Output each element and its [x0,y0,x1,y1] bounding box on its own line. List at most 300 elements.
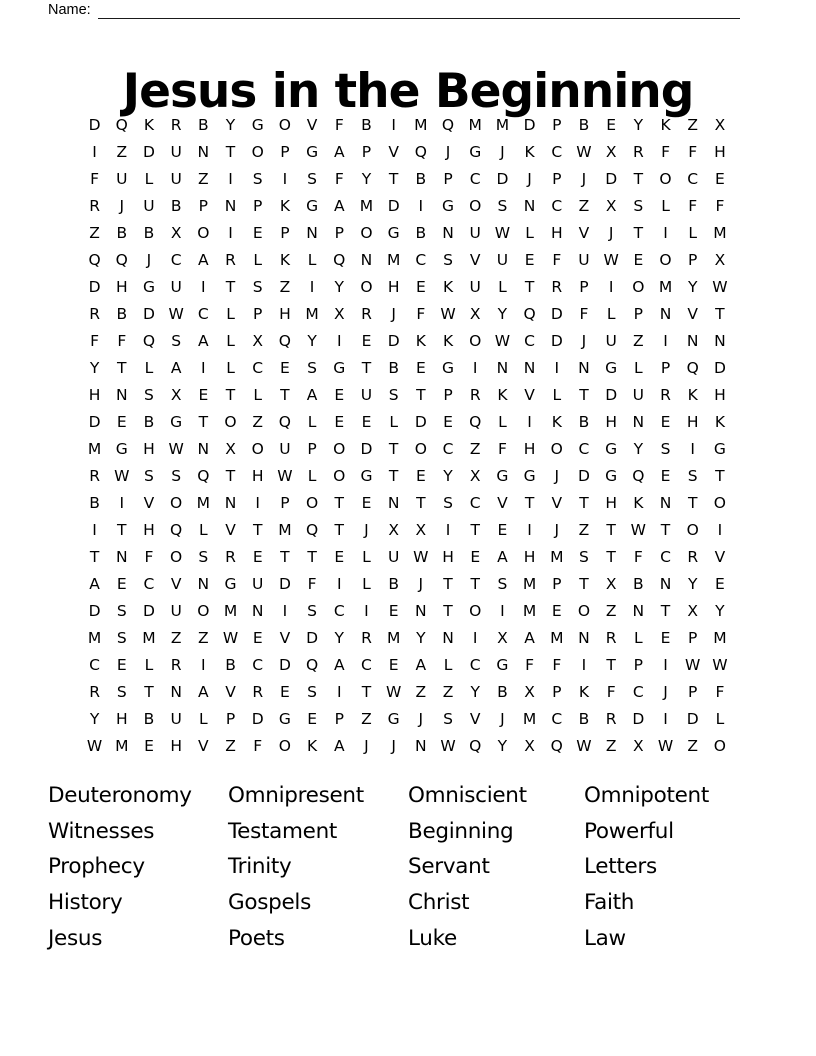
grid-cell: U [496,250,509,269]
grid-cell: F [90,169,100,188]
grid-cell: A [89,574,100,593]
grid-cell: C [660,547,671,566]
grid-cell: O [278,736,291,755]
grid-cell: G [142,277,155,296]
grid-cell: O [414,439,427,458]
grid-cell: S [633,196,644,215]
grid-cell: R [170,655,182,674]
grid-cell: O [469,196,482,215]
grid-cell: X [605,574,617,593]
grid-cell: M [115,736,129,755]
grid-cell: H [605,493,617,512]
grid-cell: I [201,655,206,674]
grid-cell: Q [414,142,427,161]
grid-cell: I [336,331,342,350]
grid-cell: T [280,385,290,404]
grid-cell: L [253,385,263,404]
grid-cell: X [388,520,399,539]
grid-cell: W [385,682,402,701]
grid-cell: P [198,196,209,215]
grid-cell: Y [633,115,644,134]
grid-cell: E [660,628,671,647]
grid-cell: O [197,601,210,620]
grid-cell: O [251,142,264,161]
grid-cell: G [442,196,455,215]
grid-cell: G [306,142,319,161]
grid-cell: T [117,358,127,377]
grid-cell: L [226,304,235,323]
grid-cell: Z [687,115,699,134]
grid-cell: Q [333,250,346,269]
grid-cell: C [687,169,699,188]
grid-cell: J [391,304,396,323]
grid-cell: G [170,412,183,431]
grid-cell: P [334,223,344,242]
grid-cell: I [92,142,97,161]
grid-cell: Z [442,682,454,701]
grid-cell: J [554,520,560,539]
grid-cell: E [551,601,562,620]
grid-cell: V [279,628,291,647]
grid-cell: J [418,574,424,593]
grid-cell: M [223,601,238,620]
grid-cell: X [469,304,481,323]
grid-cell: A [170,358,182,377]
grid-cell: D [306,628,319,647]
grid-cell: F [117,331,127,350]
grid-cell: T [470,520,480,539]
grid-cell: E [361,412,372,431]
grid-cell: D [143,304,155,323]
grid-cell: V [524,385,535,404]
grid-cell: M [658,277,673,296]
grid-cell: Y [497,736,508,755]
grid-cell: N [387,493,400,512]
grid-cell: T [361,682,372,701]
grid-cell: W [685,655,701,674]
grid-cell: D [88,601,101,620]
grid-cell: R [361,628,372,647]
grid-cell: S [144,385,154,404]
grid-cell: Q [686,358,699,377]
grid-cell: J [500,709,505,728]
grid-cell: E [470,547,481,566]
grid-cell: Q [550,736,563,755]
grid-cell: D [713,358,726,377]
grid-cell: U [632,385,645,404]
grid-cell: D [578,466,590,485]
grid-cell: U [252,574,264,593]
grid-cell: N [714,331,726,350]
grid-cell: V [143,493,155,512]
grid-cell: X [225,439,236,458]
grid-cell: O [550,439,563,458]
grid-cell: L [661,196,670,215]
grid-cell: H [523,547,536,566]
grid-cell: O [197,223,210,242]
grid-cell: B [89,493,100,512]
grid-cell: J [418,709,424,728]
grid-cell: G [605,466,618,485]
grid-cell: C [252,358,264,377]
grid-cell: S [116,601,127,620]
grid-cell: L [362,574,371,593]
grid-cell: Q [441,115,455,134]
grid-cell: D [686,709,699,728]
grid-cell: E [443,412,453,431]
grid-cell: C [415,250,427,269]
grid-cell: P [253,304,263,323]
grid-cell: J [608,223,614,242]
grid-cell: E [524,250,535,269]
grid-cell: V [225,520,236,539]
word-list-item: Poets [228,925,285,951]
grid-cell: S [171,466,182,485]
grid-cell: P [552,574,562,593]
grid-cell: K [442,331,454,350]
grid-cell: I [527,412,532,431]
grid-cell: T [225,385,236,404]
grid-cell: D [88,412,101,431]
grid-cell: N [442,223,454,242]
grid-cell: L [307,466,317,485]
grid-cell: Q [523,304,536,323]
grid-cell: J [554,466,560,485]
grid-cell: A [333,655,345,674]
grid-cell: U [279,439,291,458]
grid-cell: X [415,520,427,539]
grid-cell: P [688,250,698,269]
grid-cell: L [307,412,317,431]
grid-cell: Y [715,601,725,620]
grid-cell: I [92,520,97,539]
grid-cell: C [469,493,481,512]
grid-cell: M [468,115,482,134]
grid-cell: O [305,493,319,512]
grid-cell: I [201,277,206,296]
grid-cell: J [119,196,125,215]
grid-cell: Q [469,412,482,431]
word-list-column [408,778,584,957]
grid-cell: S [116,628,127,647]
grid-cell: Q [632,466,645,485]
grid-cell: Z [578,520,590,539]
grid-cell: F [307,574,317,593]
grid-cell: N [496,358,509,377]
grid-cell: E [660,412,671,431]
grid-cell: H [605,412,617,431]
grid-cell: F [606,682,616,701]
grid-cell: E [144,736,154,755]
grid-cell: T [416,385,426,404]
grid-cell: J [581,331,587,350]
grid-cell: V [578,223,590,242]
grid-cell: Y [470,682,480,701]
grid-cell: D [632,709,645,728]
grid-cell: B [170,196,182,215]
grid-cell: P [688,682,698,701]
grid-cell: W [630,520,646,539]
grid-cell: N [197,574,210,593]
grid-cell: X [170,223,182,242]
grid-cell: O [713,493,726,512]
grid-cell: B [143,709,155,728]
grid-cell: O [632,277,645,296]
grid-cell: G [387,223,400,242]
grid-cell: W [413,547,429,566]
grid-cell: W [168,304,184,323]
grid-cell: P [334,709,344,728]
grid-cell: D [143,142,155,161]
grid-cell: T [579,574,589,593]
grid-cell: I [554,358,560,377]
grid-cell: T [470,574,480,593]
grid-cell: Y [334,277,345,296]
grid-cell: O [360,277,373,296]
grid-cell: R [225,547,236,566]
grid-cell: C [361,655,372,674]
grid-cell: M [359,196,374,215]
grid-cell: V [306,115,318,134]
grid-cell: W [494,223,511,242]
grid-cell: N [578,628,590,647]
grid-cell: X [714,115,726,134]
grid-cell: D [88,115,101,134]
grid-cell: L [226,358,235,377]
grid-cell: I [228,223,233,242]
grid-cell: O [577,601,591,620]
grid-cell: M [550,628,564,647]
grid-cell: O [469,601,482,620]
grid-cell: W [86,736,103,755]
grid-cell: M [87,628,102,647]
grid-cell: T [225,142,236,161]
grid-cell: R [361,304,372,323]
grid-cell: G [251,115,264,134]
grid-cell: Y [633,439,644,458]
grid-cell: F [661,142,670,161]
grid-cell: X [687,601,699,620]
grid-cell: E [715,574,725,593]
grid-cell: U [360,385,373,404]
grid-cell: S [443,493,453,512]
grid-cell: W [576,736,592,755]
grid-cell: I [309,277,315,296]
grid-cell: S [388,385,399,404]
grid-cell: J [500,142,505,161]
grid-cell: Y [497,304,508,323]
grid-cell: P [253,196,263,215]
grid-cell: W [657,736,674,755]
grid-cell: W [712,277,728,296]
grid-cell: K [279,250,290,269]
grid-cell: K [551,412,562,431]
word-list-item: Omniscient [408,783,527,808]
grid-cell: P [280,142,290,161]
grid-cell: D [143,601,155,620]
grid-cell: Z [198,628,209,647]
grid-cell: O [333,466,346,485]
grid-cell: I [445,520,451,539]
grid-cell: S [443,250,453,269]
grid-cell: J [364,736,369,755]
grid-cell: D [360,439,373,458]
grid-cell: E [280,358,290,377]
grid-cell: C [578,439,590,458]
grid-cell: P [660,358,671,377]
grid-cell: F [525,655,535,674]
grid-cell: I [663,709,668,728]
grid-cell: W [222,628,239,647]
grid-cell: G [496,655,509,674]
grid-cell: O [170,493,183,512]
grid-cell: U [170,709,182,728]
grid-cell: T [660,520,671,539]
grid-cell: R [225,250,236,269]
grid-cell: U [469,223,481,242]
grid-cell: X [170,385,182,404]
grid-cell: P [552,682,562,701]
grid-cell: A [198,250,209,269]
grid-cell: M [305,304,319,323]
grid-cell: S [198,547,209,566]
grid-cell: A [497,547,508,566]
grid-cell: C [143,574,155,593]
grid-cell: A [198,682,209,701]
grid-cell: Q [88,250,101,269]
grid-cell: P [307,439,317,458]
grid-cell: C [551,709,563,728]
grid-cell: K [307,736,318,755]
word-list-item: Faith [584,890,635,916]
grid-cell: V [170,574,182,593]
grid-cell: E [116,412,127,431]
grid-cell: W [114,466,130,485]
grid-cell: K [660,115,671,134]
grid-cell: T [117,520,127,539]
grid-cell: Y [334,628,345,647]
grid-cell: D [550,331,563,350]
grid-cell: H [387,277,400,296]
grid-cell: J [364,520,369,539]
grid-cell: X [633,736,644,755]
grid-cell: H [88,385,101,404]
grid-cell: C [469,169,481,188]
grid-cell: B [388,358,399,377]
grid-cell: L [144,655,154,674]
grid-cell: V [497,493,508,512]
grid-cell: B [116,223,128,242]
grid-cell: M [386,628,401,647]
grid-cell: Z [252,412,264,431]
grid-cell: E [497,520,508,539]
grid-cell: T [334,520,345,539]
grid-cell: D [278,574,291,593]
grid-cell: E [334,385,345,404]
grid-cell: D [387,196,400,215]
grid-cell: Q [305,655,319,674]
grid-cell: F [579,304,589,323]
grid-cell: U [170,601,182,620]
grid-cell: T [89,547,100,566]
word-list-item: Witnesses [48,818,155,844]
grid-cell: Q [170,520,183,539]
grid-cell: H [251,466,264,485]
grid-cell: A [306,385,318,404]
grid-cell: R [551,277,563,296]
word-list-column [228,778,408,957]
grid-cell: K [633,493,644,512]
grid-cell: D [496,169,509,188]
word-list-item: Testament [228,818,338,844]
grid-cell: H [714,142,726,161]
grid-cell: X [524,682,535,701]
grid-cell: J [527,169,532,188]
grid-cell: S [252,277,263,296]
grid-cell: L [715,709,725,728]
grid-cell: Z [361,709,372,728]
grid-cell: L [226,331,235,350]
grid-cell: F [715,682,725,701]
name-label: Name: [48,2,91,18]
grid-cell: T [633,223,644,242]
grid-cell: S [307,358,318,377]
grid-cell: M [522,574,537,593]
grid-cell: K [578,682,590,701]
grid-cell: T [524,277,535,296]
grid-cell: E [715,169,725,188]
grid-cell: E [388,601,399,620]
grid-cell: L [389,412,398,431]
grid-cell: T [633,169,644,188]
grid-cell: R [89,682,100,701]
grid-cell: L [498,277,507,296]
grid-cell: O [278,115,291,134]
name-blank-line [98,2,740,19]
grid-cell: N [170,682,182,701]
grid-cell: C [89,655,100,674]
grid-cell: I [364,601,369,620]
grid-cell: I [228,169,233,188]
grid-cell: I [418,196,424,215]
grid-cell: M [522,709,537,728]
grid-cell: T [715,466,725,485]
grid-cell: V [687,304,699,323]
grid-cell: O [469,331,482,350]
grid-cell: W [440,304,456,323]
word-list-item: Deuteronomy [48,783,192,808]
grid-cell: O [659,250,672,269]
grid-cell: B [143,223,155,242]
grid-cell: G [496,466,509,485]
grid-cell: J [445,142,451,161]
word-list-item: Luke [408,925,457,951]
grid-cell: C [252,655,264,674]
grid-cell: E [361,331,372,350]
grid-cell: F [334,115,344,134]
grid-cell: Q [197,466,210,485]
grid-cell: E [334,547,345,566]
grid-cell: P [443,169,453,188]
grid-cell: T [579,493,589,512]
grid-cell: D [414,412,427,431]
grid-cell: R [632,142,644,161]
grid-cell: P [552,115,562,134]
word-list-item: Trinity [228,854,292,880]
grid-cell: B [497,682,508,701]
grid-cell: C [551,196,563,215]
grid-cell: T [144,682,154,701]
